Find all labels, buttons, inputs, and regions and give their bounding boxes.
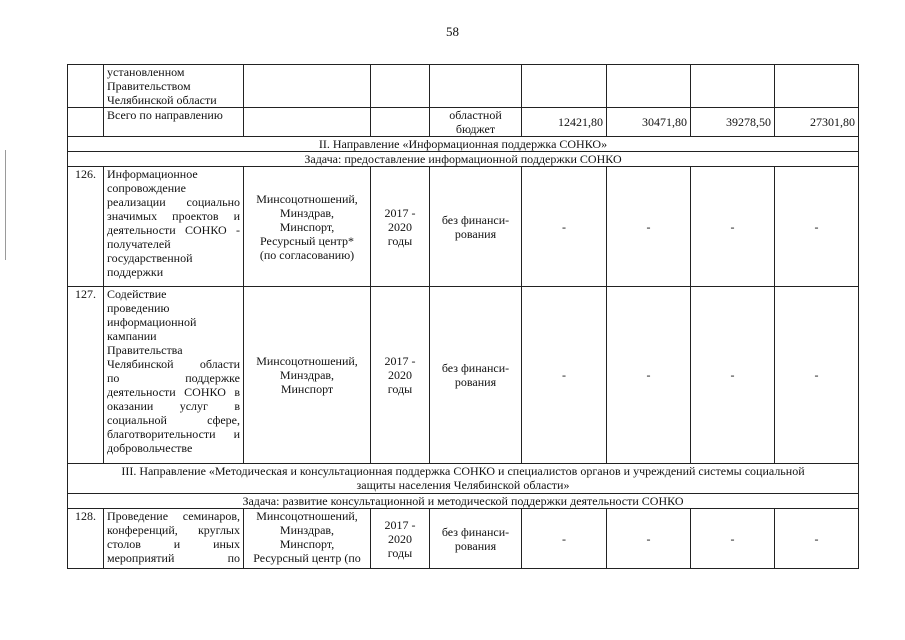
executor-line: (по согласованию) [259,247,355,262]
name-line: социальной сфере, [107,413,240,427]
cell-value: - [691,287,775,464]
name-line: реализации социально [107,195,240,209]
section-title: II. Направление «Информационная поддержка СОНКО» [68,137,859,152]
section-title-line: III. Направление «Методическая и консультационная поддержка СОНКО и специалистов органов и учреждений системы социальной [121,464,805,478]
name-line: оказании услуг в [107,399,240,413]
cell-value: - [691,167,775,287]
total-value-3: 39278,50 [691,108,775,137]
cell-value: - [607,167,691,287]
total-label: Всего по направлению [104,108,244,137]
table-row-continuation [68,65,859,108]
task-title: Задача: предоставление информационной поддержки СОНКО [68,152,859,167]
name-line: по поддержке [107,371,240,385]
row-number: 126. [68,167,104,287]
financing-line: рования [454,226,497,241]
executor-line: Минздрав, [279,368,335,382]
section-title-line: защиты населения Челябинской области» [356,478,570,492]
cell-period [371,167,430,287]
executor-line: Минздрав, [279,205,335,220]
cell-period [371,287,430,464]
name-line: проведению [107,301,170,315]
name-line: установленном [107,65,185,79]
period-line: 2020 [388,368,412,382]
cell-period [371,108,430,137]
cell-value [691,65,775,108]
executor-line: Минздрав, [279,523,335,537]
cell-value: - [522,509,607,569]
source-line: бюджет [455,122,496,136]
name-line: деятельности СОНКО - [107,223,240,237]
total-source [430,108,522,137]
section-heading-row [68,464,859,494]
period-line: годы [387,545,413,560]
financing-line: рования [454,375,497,389]
period-line: 2017 - [384,354,416,368]
name-line: мероприятий по [107,551,240,565]
row-number: 127. [68,287,104,464]
cell-value [607,65,691,108]
page-number: 58 [446,24,459,39]
cell-value [522,65,607,108]
name-line: Правительства [107,343,183,357]
executor-line: Минсоцотношений, [256,191,358,206]
total-value-4: 27301,80 [775,108,859,137]
cell-value: - [607,287,691,464]
name-line: столов и иных [107,537,240,551]
cell-executors [244,167,371,287]
section-heading-row [68,137,859,152]
name-line: Содействие [107,287,167,301]
cell-value [775,65,859,108]
task-heading-row [68,494,859,509]
cell-period [371,65,430,108]
measures-table [67,64,859,569]
cell-value: - [775,167,859,287]
name-line: кампании [107,329,157,343]
cell-executors [244,287,371,464]
cell-name [104,509,244,569]
executor-line: Ресурсный центр (по [253,551,361,565]
name-line: Правительством [107,79,191,93]
period-line: 2017 - [384,517,416,532]
name-line: государственной [107,251,193,265]
cell-executors [244,509,371,569]
section-title [68,464,859,494]
cell-financing [430,509,522,569]
cell-value: - [522,287,607,464]
name-line: информационной [107,315,197,329]
financing-line: без финанси- [441,524,510,539]
executor-line: Минспорт, [279,537,335,551]
cell-name [104,65,244,108]
executor-line: Минспорт [280,382,334,396]
cell-period [371,509,430,569]
cell-value: - [522,167,607,287]
source-line: областной [449,108,502,122]
executor-line: Минспорт, [279,219,335,234]
cell-executors [244,108,371,137]
executor-line: Минсоцотношений, [256,354,358,368]
cell-num [68,65,104,108]
period-line: годы [387,382,413,396]
name-line: деятельности СОНКО в [107,385,240,399]
name-line: конференций, круглых [107,523,240,537]
name-line: значимых проектов и [107,209,240,223]
executor-line: Минсоцотношений, [256,509,358,523]
name-line: благотворительности и [107,427,240,441]
cell-financing [430,287,522,464]
executor-line: Ресурсный центр* [259,233,355,248]
financing-line: без финанси- [441,361,510,375]
cell-value: - [775,287,859,464]
name-line: Челябинской области [107,93,217,107]
name-line: Информационное [107,167,198,181]
cell-financing [430,65,522,108]
period-line: 2017 - [384,205,416,220]
row-number: 128. [68,509,104,569]
name-line: сопровождение [107,181,186,195]
cell-name [104,167,244,287]
name-line: Челябинской области [107,357,240,371]
cell-name [104,287,244,464]
cell-value: - [607,509,691,569]
cell-value: - [775,509,859,569]
table-row-total [68,108,859,137]
cell-value: - [691,509,775,569]
name-line: Проведение семинаров, [107,509,240,523]
financing-line: рования [454,538,497,553]
total-value-1: 12421,80 [522,108,607,137]
financing-line: без финанси- [441,212,510,227]
period-line: 2020 [388,531,412,546]
table-row-126 [68,167,859,287]
period-line: 2020 [388,219,412,234]
cell-executors [244,65,371,108]
name-line: получателей [107,237,171,251]
name-line: добровольчестве [107,441,193,455]
cell-num [68,108,104,137]
cell-financing [430,167,522,287]
scan-edge-mark [5,150,6,260]
period-line: годы [387,233,413,248]
name-line: поддержки [107,265,164,279]
task-title: Задача: развитие консультационной и методической поддержки деятельности СОНКО [68,494,859,509]
task-heading-row [68,152,859,167]
table-row-127 [68,287,859,464]
table-row-128 [68,509,859,569]
total-value-2: 30471,80 [607,108,691,137]
